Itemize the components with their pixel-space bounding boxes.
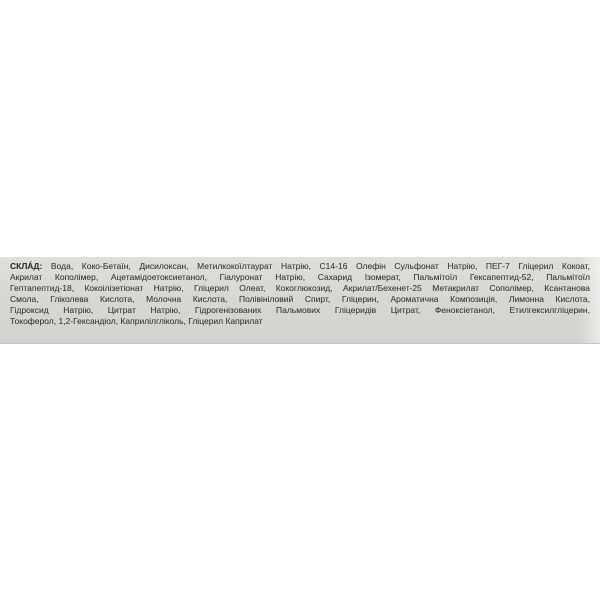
ingredients-heading: СКЛА́Д: — [10, 261, 43, 271]
ingredients-label-band — [0, 257, 600, 344]
ingredients-line-1 — [10, 261, 590, 272]
ingredients-line-1-text: Вода, Коко-Бетаїн, Дисилоксан, Метилкокоїлтаурат Натрію, С14-16 Олефін Сульфонат Натрію, ПЕГ-7 Гліцерил Кокоат, — [50, 261, 590, 271]
ingredients-line-2: Акрилат Кополімер, Ацетамідоетоксиетанол, Гіалуронат Натрію, Сахарид Ізомерат, Пальмітоїл Гексапептид-52, Пальмітоїл — [10, 272, 590, 282]
ingredients-line-4: Смола, Гліколева Кислота, Молочна Кислота, Полівініловий Спирт, Гліцерин, Ароматична Композиція, Лимонна Кислота, — [10, 294, 590, 304]
ingredients-line-3: Гептапептид-18, Кокоілізетіонат Натрію, Гліцерил Олеат, Кокоглюкозид, Акрилат/Бехенет-25 Метакрилат Сополімер, Ксантанова — [10, 283, 590, 293]
ingredients-line-5: Гідроксид Натрію, Цитрат Натрію, Гідрогенізованих Пальмових Гліцеридів Цитрат, Феноксіетанол, Етилгексилгліцерин, — [10, 305, 590, 315]
ingredients-line-6: Токоферол, 1,2-Гександіол, Каприлілгліколь, Гліцерил Каприлат — [10, 316, 263, 326]
